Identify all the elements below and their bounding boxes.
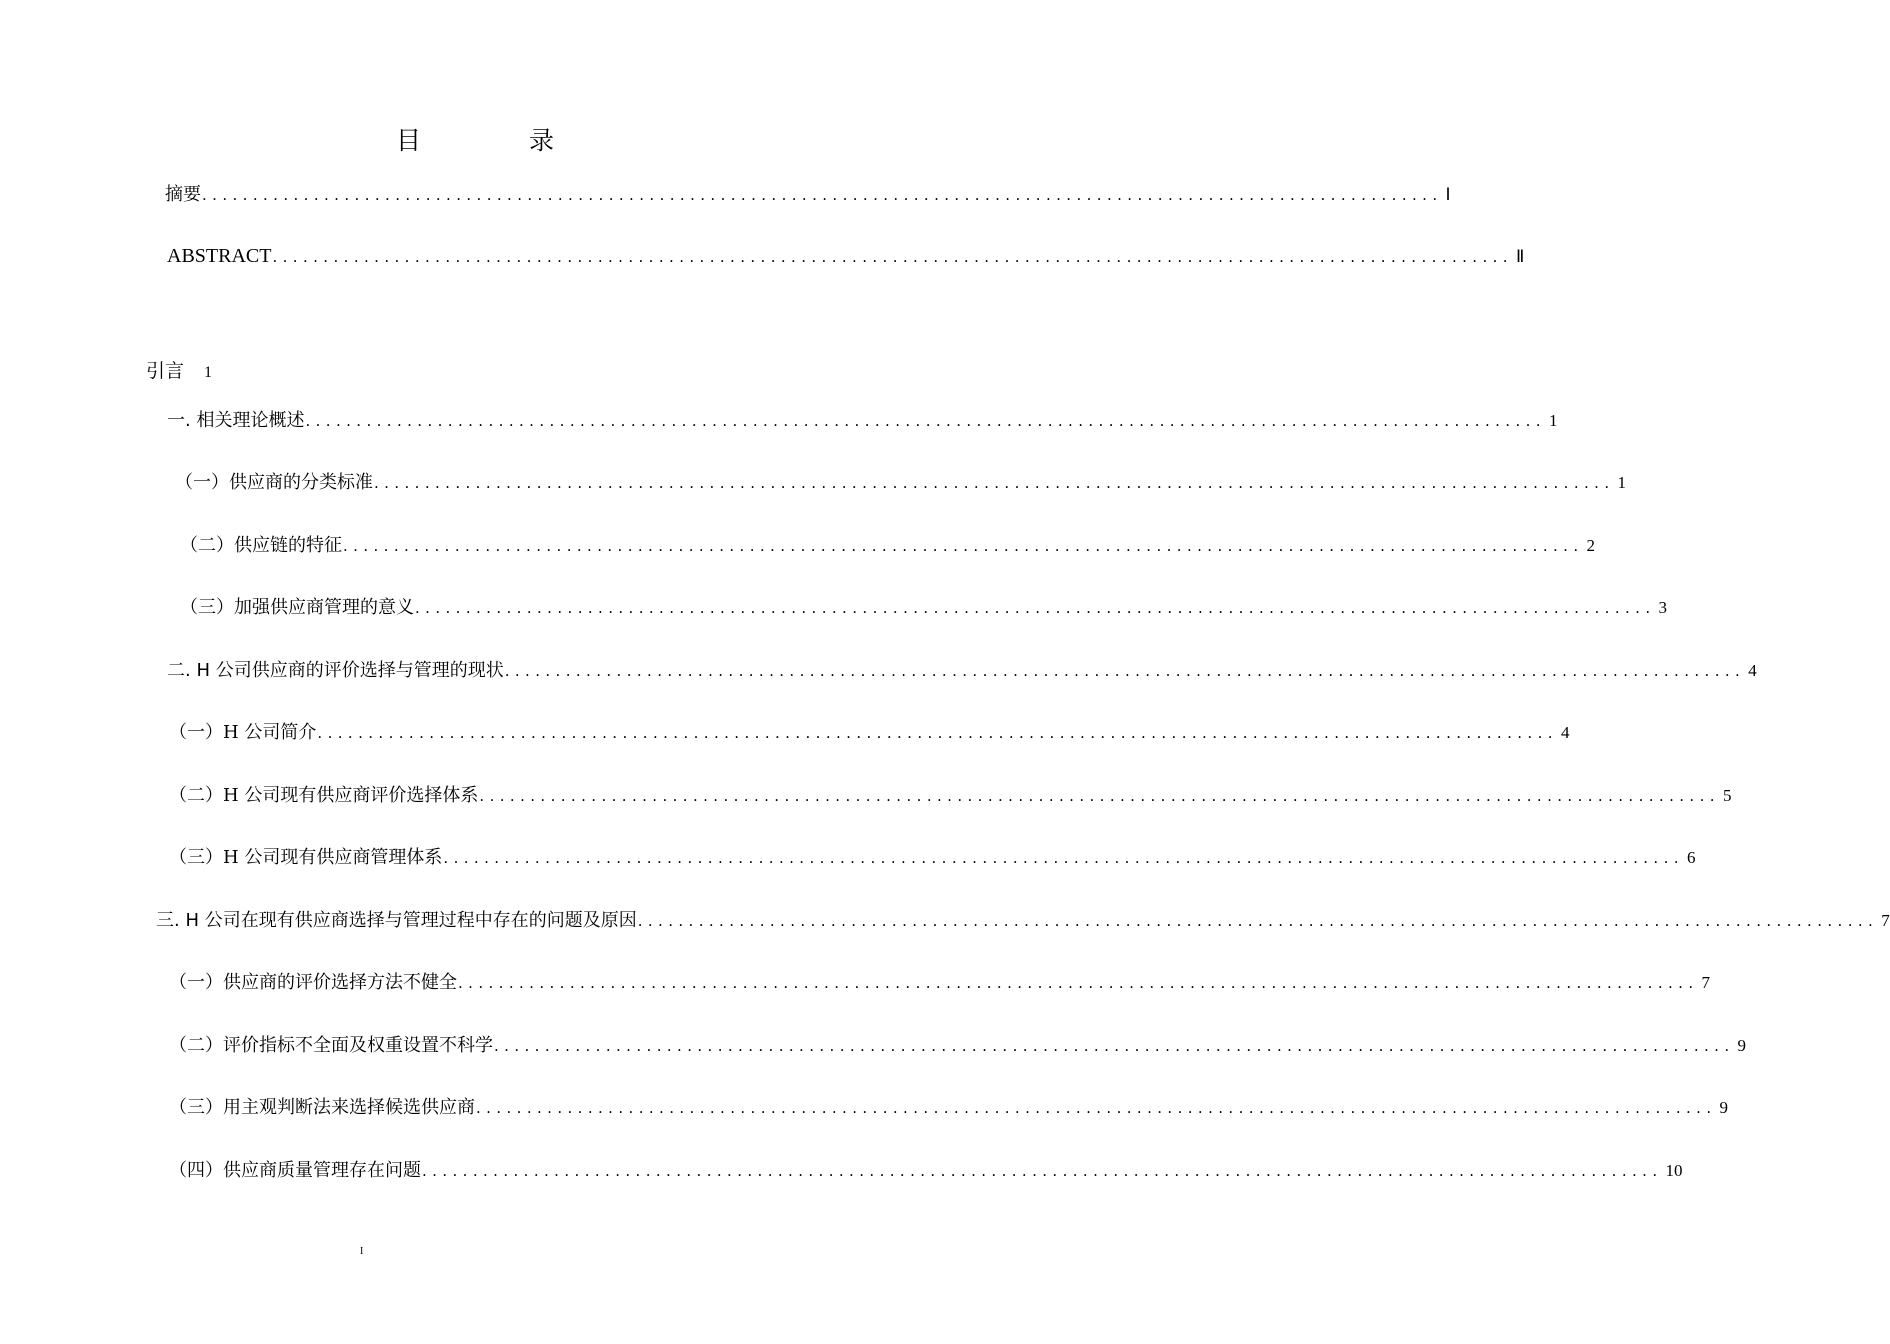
toc-page-number: 3 — [1658, 598, 1668, 617]
toc-entry-label: （三）用主观判断法来选择候选供应商 — [169, 1097, 475, 1118]
toc-entry-section-3-1[interactable] — [169, 970, 1711, 996]
toc-entry-label: （二）评价指标不全面及权重设置不科学 — [169, 1035, 493, 1056]
toc-entry-section-3-4[interactable] — [169, 1158, 1683, 1184]
toc-entry-section-1-1[interactable] — [175, 470, 1627, 496]
toc-page-number: 4 — [1748, 661, 1757, 680]
toc-page-number: Ⅱ — [1515, 247, 1525, 266]
toc-entry-section-1-3[interactable] — [180, 595, 1668, 621]
toc-entry-label: （二）供应链的特征 — [180, 535, 342, 556]
toc-entry-label: （三）H 公司现有供应商管理体系 — [169, 847, 443, 868]
toc-entry-section-3-2[interactable] — [169, 1033, 1747, 1059]
toc-page-number: 2 — [1586, 536, 1596, 555]
toc-entry-section-2-3[interactable] — [169, 845, 1696, 871]
toc-page-number: 1 — [1548, 411, 1558, 430]
toc-entry-section-2-2[interactable] — [169, 783, 1732, 809]
dot-leader: .......................................................................................................................... — [458, 974, 1699, 992]
dot-leader: .......................................................................................................................... — [494, 1037, 1735, 1055]
dot-leader: .......................................................................................................................... — [343, 537, 1584, 555]
toc-entry-label: （四）供应商质量管理存在问题 — [169, 1160, 421, 1181]
toc-page-number: 10 — [1665, 1161, 1683, 1180]
toc-entry-label: 三. H 公司在现有供应商选择与管理过程中存在的问题及原因 — [156, 910, 637, 931]
toc-entry-label: （三）加强供应商管理的意义 — [180, 597, 414, 618]
toc-page-number: 1 — [204, 364, 213, 381]
toc-page-number: 5 — [1722, 786, 1732, 805]
dot-leader: .......................................................................................................................... — [504, 662, 1746, 680]
toc-entry-abstract-en[interactable] — [167, 243, 1525, 269]
dot-leader: .......................................................................................................................... — [202, 186, 1443, 204]
toc-entry-label: （一）H 公司简介 — [169, 722, 317, 743]
toc-entry-chapter-1[interactable] — [167, 408, 1558, 434]
toc-entry-label: 一. 相关理论概述 — [167, 410, 305, 431]
dot-leader: .......................................................................................................................... — [479, 787, 1720, 805]
toc-entry-label: 引言 — [146, 360, 185, 382]
toc-entry-label: （一）供应商的分类标准 — [175, 472, 373, 493]
toc-entry-chapter-3[interactable] — [156, 908, 1890, 934]
toc-title: 目 录 — [396, 126, 604, 155]
footer-page-number: I — [360, 1246, 364, 1257]
toc-page-number: 4 — [1560, 723, 1570, 742]
toc-entry-section-3-3[interactable] — [169, 1095, 1729, 1121]
toc-entry-section-2-1[interactable] — [169, 720, 1570, 746]
toc-entry-abstract-cn[interactable] — [165, 182, 1451, 208]
toc-page-number: 9 — [1737, 1036, 1747, 1055]
toc-page-number: 1 — [1617, 473, 1627, 492]
toc-entry-introduction[interactable] — [146, 358, 212, 386]
dot-leader: .......................................................................................................................... — [272, 248, 1513, 266]
toc-entry-label: 摘要 — [165, 184, 201, 205]
toc-entry-chapter-2[interactable] — [167, 658, 1757, 684]
toc-entry-label: 二. H 公司供应商的评价选择与管理的现状 — [167, 660, 504, 681]
toc-page-number: 6 — [1686, 848, 1696, 867]
dot-leader: .......................................................................................................................... — [415, 599, 1656, 617]
toc-entry-section-1-2[interactable] — [180, 533, 1596, 559]
toc-page-number: 7 — [1701, 973, 1711, 992]
toc-entry-label: （二）H 公司现有供应商评价选择体系 — [169, 785, 479, 806]
toc-page-number: 7 — [1881, 911, 1890, 930]
dot-leader: .......................................................................................................................... — [305, 412, 1546, 430]
toc-entry-label: （一）供应商的评价选择方法不健全 — [169, 972, 457, 993]
toc-page-number: Ⅰ — [1445, 185, 1451, 204]
dot-leader: .......................................................................................................................... — [443, 849, 1684, 867]
dot-leader: .......................................................................................................................... — [637, 912, 1879, 930]
toc-entry-label: ABSTRACT — [167, 245, 272, 267]
dot-leader: .......................................................................................................................... — [422, 1162, 1663, 1180]
dot-leader: .......................................................................................................................... — [317, 724, 1558, 742]
toc-page-number: 9 — [1719, 1098, 1729, 1117]
dot-leader: .......................................................................................................................... — [476, 1099, 1717, 1117]
dot-leader: .......................................................................................................................... — [374, 474, 1615, 492]
